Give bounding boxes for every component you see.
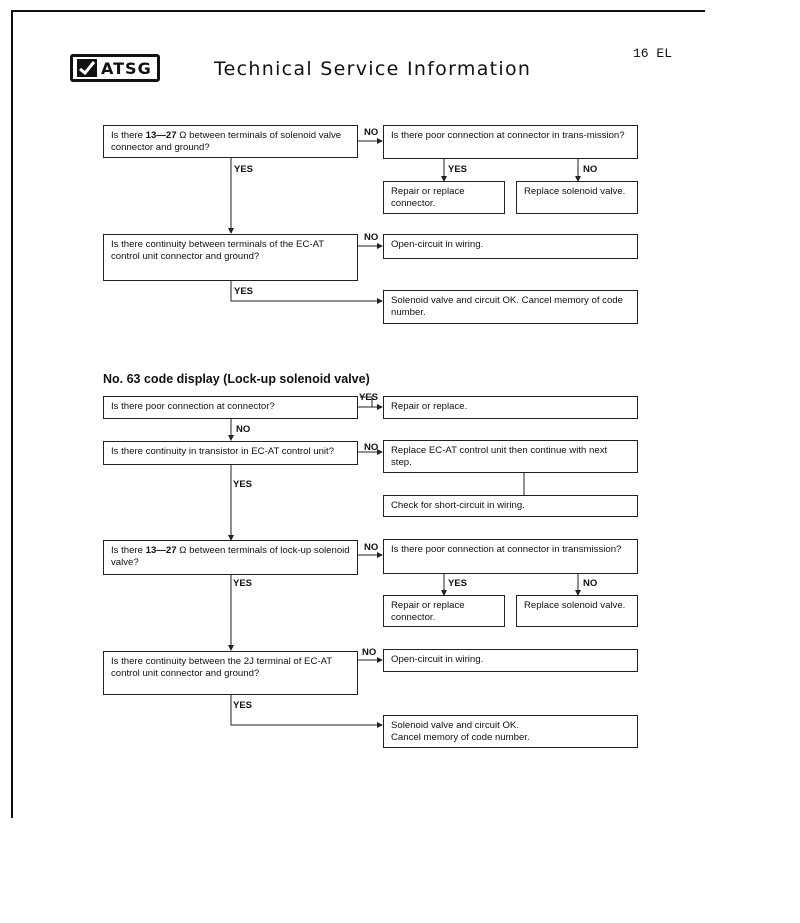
no-label: NO — [364, 442, 379, 453]
section-heading: No. 63 code display (Lock-up solenoid valve) — [103, 372, 370, 386]
action-replace-solenoid: Replace solenoid valve. — [516, 181, 638, 214]
logo-text: ATSG — [101, 58, 152, 78]
action-repair-connector: Repair or replace connector. — [383, 181, 505, 214]
question-resistance-solenoid — [103, 125, 358, 158]
no-label: NO — [364, 542, 379, 553]
yes-label: YES — [234, 164, 254, 175]
text-part: Ω between terminals of solenoid valve connector and ground? — [111, 130, 342, 153]
question-resistance-lockup — [103, 540, 358, 575]
action-open-circuit: Open-circuit in wiring. — [383, 234, 638, 259]
action-check-short-circuit: Check for short-circuit in wiring. — [383, 495, 638, 517]
text-bold: 13—27 — [145, 545, 177, 556]
question-poor-connection-transmission: Is there poor connection at connector in trans-mission? — [383, 125, 638, 159]
no-label: NO — [236, 424, 251, 435]
page-number: 16 EL — [633, 46, 673, 61]
text-part: Is there — [111, 130, 146, 141]
question-continuity-2j: Is there continuity between the 2J terminal of EC-AT control unit connector and ground? — [103, 651, 358, 695]
question-poor-connection: Is there poor connection at connector? — [103, 396, 358, 419]
no-label: NO — [583, 164, 598, 175]
yes-label: YES — [233, 479, 253, 490]
text-bold: 13—27 — [145, 130, 177, 141]
action-replace-solenoid-2: Replace solenoid valve. — [516, 595, 638, 627]
text-part: Ω between terminals of lock-up solenoid valve? — [111, 545, 350, 568]
action-repair-replace: Repair or replace. — [383, 396, 638, 419]
question-transistor-continuity: Is there continuity in transistor in EC-AT control unit? — [103, 441, 358, 465]
result-line-2: Cancel memory of code number. — [391, 731, 530, 743]
question-poor-connection-transmission-2: Is there poor connection at connector in transmission? — [383, 539, 638, 574]
action-open-circuit-2: Open-circuit in wiring. — [383, 649, 638, 672]
no-label: NO — [364, 232, 379, 243]
action-repair-connector-2: Repair or replace connector. — [383, 595, 505, 627]
yes-label: YES — [233, 578, 253, 589]
text-part: Is there — [111, 545, 146, 556]
result-line-1: Solenoid valve and circuit OK. — [391, 720, 519, 731]
result-circuit-ok: Solenoid valve and circuit OK. Cancel memory of code number. — [383, 290, 638, 324]
yes-label: YES — [448, 578, 468, 589]
question-continuity-ecat: Is there continuity between terminals of the EC-AT control unit connector and ground? — [103, 234, 358, 281]
action-replace-control-unit: Replace EC-AT control unit then continue with next step. — [383, 440, 638, 473]
page-title: Technical Service Information — [214, 58, 532, 80]
result-circuit-ok-2 — [383, 715, 638, 748]
no-label: NO — [364, 127, 379, 138]
yes-label: YES — [234, 286, 254, 297]
yes-label: YES — [359, 392, 379, 403]
yes-label: YES — [448, 164, 468, 175]
yes-label: YES — [233, 700, 253, 711]
no-label: NO — [583, 578, 598, 589]
no-label: NO — [362, 647, 377, 658]
